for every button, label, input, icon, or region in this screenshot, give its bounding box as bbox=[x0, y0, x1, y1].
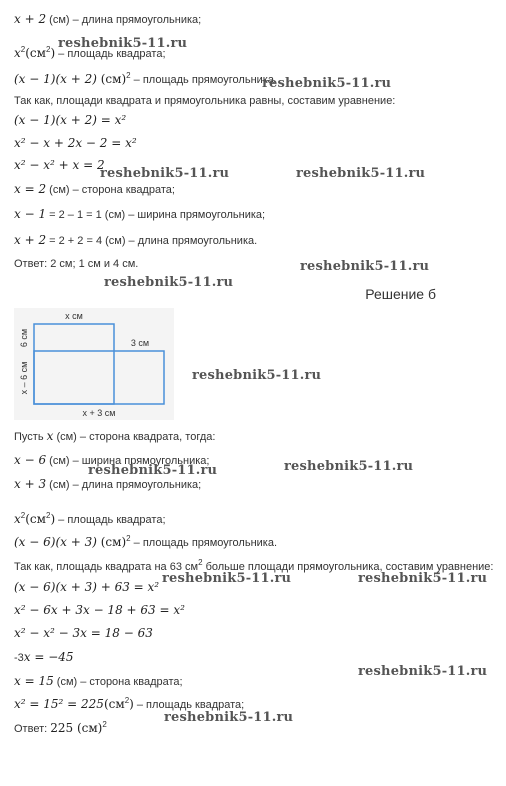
line-text: Так как, площадь квадрата на 63 см bbox=[14, 561, 199, 573]
unit: (см) bbox=[73, 721, 103, 735]
watermark: reshebnik5-11.ru bbox=[164, 710, 294, 725]
text-line bbox=[14, 674, 183, 688]
line-text: = 2 – 1 = 1 (см) – ширина прямоугольника; bbox=[46, 209, 266, 221]
line-text: Ответ: bbox=[14, 723, 51, 735]
square-outline bbox=[34, 324, 114, 404]
exponent: 2 bbox=[45, 45, 51, 54]
math-expr: x bbox=[14, 512, 21, 526]
line-text: (см) – длина прямоугольника; bbox=[46, 479, 202, 491]
math-expr: x = −45 bbox=[23, 650, 74, 664]
label-left-top: 6 см bbox=[19, 328, 29, 348]
answer-line: Ответ: 2 см; 1 см и 4 см. bbox=[14, 258, 139, 270]
unit: (см) bbox=[96, 535, 127, 549]
text-line bbox=[14, 182, 175, 196]
math-expr: x bbox=[14, 46, 21, 60]
unit: ) bbox=[129, 697, 134, 711]
exponent: 2 bbox=[126, 71, 131, 80]
section-heading: Решение б bbox=[365, 286, 436, 302]
math-expr: x + 2 bbox=[14, 233, 47, 247]
text-line bbox=[14, 697, 244, 711]
line-text: – площадь квадрата; bbox=[55, 48, 166, 60]
equation: x² − x + 2x − 2 = x² bbox=[14, 136, 137, 150]
rectangle-outline bbox=[34, 351, 164, 404]
exponent: 2 bbox=[198, 558, 203, 567]
math-expr: x + 3 bbox=[14, 477, 47, 491]
math-expr: x² = 15² = 225 bbox=[14, 697, 104, 711]
math-expr: x = 2 bbox=[14, 182, 47, 196]
text-line bbox=[14, 12, 201, 26]
line-text: Так как, площади квадрата и прямоугольника равны, составим уравнение: bbox=[14, 95, 396, 107]
figure-svg bbox=[14, 308, 174, 420]
unit: (см bbox=[103, 697, 125, 711]
watermark: reshebnik5-11.ru bbox=[58, 36, 188, 51]
math-expr: x bbox=[46, 429, 54, 443]
answer-line bbox=[14, 721, 107, 735]
math-expr: 225 bbox=[50, 721, 74, 735]
math-expr: x + 2 bbox=[14, 12, 47, 26]
watermark: reshebnik5-11.ru bbox=[358, 664, 488, 679]
watermark: reshebnik5-11.ru bbox=[284, 459, 414, 474]
line-text: (см) – длина прямоугольника; bbox=[46, 14, 202, 26]
label-left: x – 6 см bbox=[19, 361, 29, 395]
text-line bbox=[14, 233, 257, 247]
watermark: reshebnik5-11.ru bbox=[262, 76, 392, 91]
watermark: reshebnik5-11.ru bbox=[358, 571, 488, 586]
line-text: – площадь квадрата; bbox=[55, 514, 166, 526]
unit: ) bbox=[50, 512, 56, 526]
watermark: reshebnik5-11.ru bbox=[104, 275, 234, 290]
text-line bbox=[14, 650, 74, 664]
unit: (см bbox=[25, 512, 46, 526]
unit: (см bbox=[25, 46, 46, 60]
line-text: (см) – сторона квадрата; bbox=[46, 184, 175, 196]
label-top: x см bbox=[65, 311, 83, 321]
line-text: Пусть bbox=[14, 431, 47, 443]
watermark: reshebnik5-11.ru bbox=[300, 259, 430, 274]
label-bottom: x + 3 см bbox=[82, 408, 116, 418]
line-text: (см) – ширина прямоугольника; bbox=[46, 455, 210, 467]
exponent: 2 bbox=[20, 45, 26, 54]
math-expr: (x − 6)(x + 3) bbox=[14, 535, 97, 549]
exponent: 2 bbox=[102, 720, 107, 729]
unit: ) bbox=[50, 46, 56, 60]
exponent: 2 bbox=[126, 534, 131, 543]
text-line bbox=[14, 95, 395, 107]
text-line bbox=[14, 512, 166, 526]
text-line bbox=[14, 477, 201, 491]
text-line bbox=[14, 207, 265, 221]
rectangle-figure bbox=[14, 308, 174, 420]
line-text: -3 bbox=[14, 652, 24, 664]
line-text: больше площади прямоугольника, составим уравнение: bbox=[202, 561, 494, 573]
exponent: 2 bbox=[20, 511, 26, 520]
label-right: 3 см bbox=[130, 338, 150, 348]
equation: (x − 6)(x + 3) + 63 = x² bbox=[14, 580, 160, 594]
line-text: (см) – сторона квадрата, тогда: bbox=[53, 431, 216, 443]
equation: x² − x² + x = 2 bbox=[14, 158, 105, 172]
equation: x² − 6x + 3x − 18 + 63 = x² bbox=[14, 603, 185, 617]
math-expr: x − 6 bbox=[14, 453, 47, 467]
line-text: – площадь прямоугольника. bbox=[130, 537, 278, 549]
watermark: reshebnik5-11.ru bbox=[192, 368, 322, 383]
text-line bbox=[14, 429, 215, 443]
line-text: – площадь квадрата; bbox=[133, 699, 245, 711]
exponent: 2 bbox=[124, 696, 130, 705]
line-text: = 2 + 2 = 4 (см) – длина прямоугольника. bbox=[46, 235, 258, 247]
watermark: reshebnik5-11.ru bbox=[296, 166, 426, 181]
unit: (см) bbox=[96, 72, 127, 86]
watermark: reshebnik5-11.ru bbox=[100, 166, 230, 181]
watermark: reshebnik5-11.ru bbox=[162, 571, 292, 586]
text-line bbox=[14, 535, 277, 549]
text-line bbox=[14, 72, 277, 86]
equation: (x − 1)(x + 2) = x² bbox=[14, 113, 127, 127]
line-text: (см) – сторона квадрата; bbox=[53, 676, 183, 688]
equation: x² − x² − 3x = 18 − 63 bbox=[14, 626, 153, 640]
exponent: 2 bbox=[45, 511, 51, 520]
math-expr: x − 1 bbox=[14, 207, 47, 221]
math-expr: x = 15 bbox=[14, 674, 54, 688]
watermark: reshebnik5-11.ru bbox=[88, 463, 218, 478]
math-expr: (x − 1)(x + 2) bbox=[14, 72, 97, 86]
line-text: – площадь прямоугольника. bbox=[130, 74, 278, 86]
